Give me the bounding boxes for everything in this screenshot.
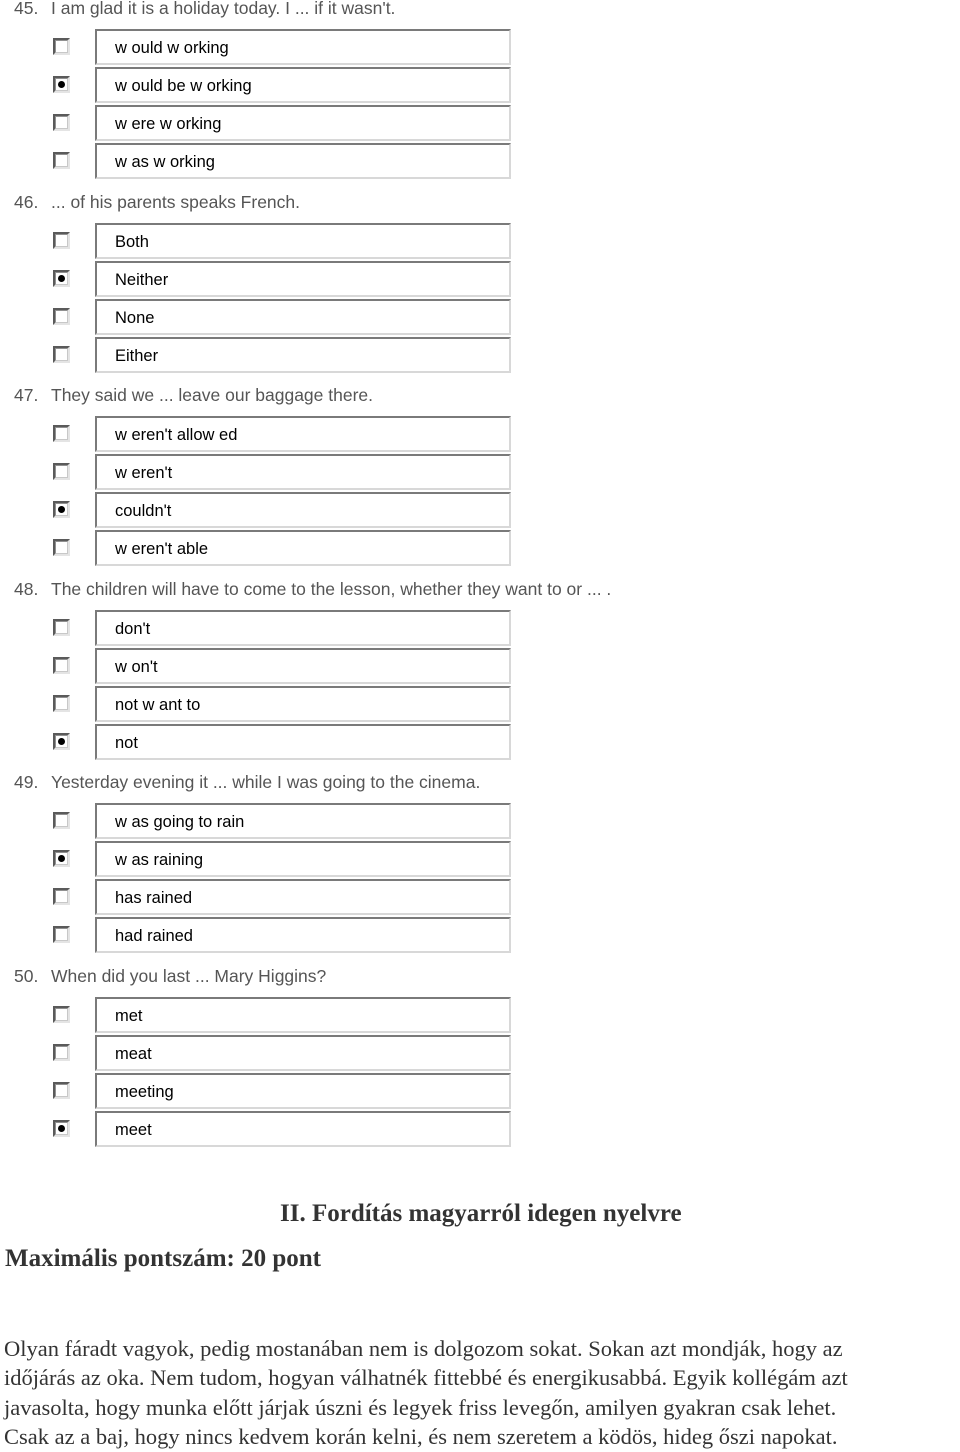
answer-option-label: don't — [115, 619, 151, 638]
radio-dot-icon — [58, 1125, 65, 1132]
answer-option[interactable] — [52, 686, 522, 724]
question-prompt: ... of his parents speaks French. — [51, 191, 301, 212]
question-text — [14, 0, 395, 18]
radio-button-selected[interactable] — [53, 1120, 70, 1137]
radio-button[interactable] — [53, 463, 70, 480]
answer-option[interactable] — [52, 416, 522, 454]
translation-line: Olyan fáradt vagyok, pedig mostanában nem is dolgozom sokat. Sokan azt mondják, hogy az — [4, 1336, 843, 1361]
question-text — [14, 385, 373, 405]
question-prompt: The children will have to come to the lesson, whether they want to or ... . — [51, 578, 612, 599]
radio-button[interactable] — [53, 695, 70, 712]
answer-option[interactable] — [52, 223, 522, 261]
answer-option-label: meat — [115, 1044, 152, 1063]
question-prompt: I am glad it is a holiday today. I ... if it wasn't. — [51, 0, 396, 18]
answer-option-box[interactable] — [95, 803, 511, 839]
radio-button[interactable] — [53, 346, 70, 363]
answer-option-box[interactable] — [95, 261, 511, 297]
answer-option-label: Either — [115, 346, 159, 365]
answer-option-label: Both — [115, 232, 149, 251]
answer-option-box[interactable] — [95, 724, 511, 760]
answer-option[interactable] — [52, 261, 522, 299]
answer-option-box[interactable] — [95, 492, 511, 528]
radio-button[interactable] — [53, 539, 70, 556]
question-text — [14, 772, 480, 792]
answer-option[interactable] — [52, 648, 522, 686]
answer-option-label: meeting — [115, 1082, 174, 1101]
radio-button[interactable] — [53, 619, 70, 636]
answer-option-box[interactable] — [95, 841, 511, 877]
radio-button[interactable] — [53, 1044, 70, 1061]
answer-option-label: w ould w orking — [115, 39, 229, 57]
answer-option-box[interactable] — [95, 1035, 511, 1071]
answer-option-label: w as raining — [115, 851, 204, 869]
radio-button-selected[interactable] — [53, 733, 70, 750]
radio-dot-icon — [58, 275, 65, 282]
question-number: 45. — [14, 0, 39, 18]
radio-button[interactable] — [53, 1006, 70, 1023]
answer-option[interactable] — [52, 530, 522, 568]
answer-option[interactable] — [52, 879, 522, 917]
answer-option-box[interactable] — [95, 299, 511, 335]
answer-option[interactable] — [52, 1073, 522, 1111]
answer-option-box[interactable] — [95, 530, 511, 566]
translation-line: időjárás az oka. Nem tudom, hogyan válhatnék fittebbé és energikusabbá. Egyik kollégám azt — [4, 1365, 848, 1391]
section-title: II. Fordítás magyarról idegen nyelvre — [280, 1200, 682, 1227]
translation-line: Csak az a baj, hogy nincs kedvem korán kelni, és nem szeretem a ködös, hideg őszi napokat. — [4, 1424, 838, 1450]
question-number: 49. — [14, 772, 39, 792]
question-text — [14, 966, 326, 986]
answer-option-label: w as going to rain — [115, 813, 245, 831]
answer-option[interactable] — [52, 492, 522, 530]
answer-option-label: w on't — [115, 657, 158, 676]
translation-line: javasolta, hogy munka előtt járjak úszni és legyek friss levegőn, amilyen gyakran csak lehet. — [4, 1394, 837, 1420]
answer-option-label: had rained — [115, 927, 193, 945]
answer-option[interactable] — [52, 299, 522, 337]
answer-option[interactable] — [52, 841, 522, 879]
radio-button[interactable] — [53, 38, 70, 55]
answer-option[interactable] — [52, 610, 522, 648]
question-text — [14, 579, 611, 599]
answer-option-box[interactable] — [95, 917, 511, 953]
radio-button-selected[interactable] — [53, 270, 70, 287]
answer-option-label: meet — [115, 1120, 152, 1139]
radio-button[interactable] — [53, 114, 70, 131]
answer-option-label: w eren't able — [115, 540, 209, 558]
answer-option[interactable] — [52, 67, 522, 105]
question-text — [14, 192, 300, 212]
answer-option-label: met — [115, 1006, 143, 1025]
answer-option[interactable] — [52, 724, 522, 762]
radio-dot-icon — [58, 81, 65, 88]
radio-button-selected[interactable] — [53, 501, 70, 518]
answer-option-box[interactable] — [95, 337, 511, 373]
answer-option[interactable] — [52, 454, 522, 492]
answer-option-box[interactable] — [95, 223, 511, 259]
answer-option-box[interactable] — [95, 1111, 511, 1147]
answer-option-label: not — [115, 733, 138, 752]
question-prompt: When did you last ... Mary Higgins? — [51, 965, 327, 986]
radio-button[interactable] — [53, 308, 70, 325]
translation-text — [4, 1334, 958, 1452]
answer-option-box[interactable] — [95, 686, 511, 722]
radio-dot-icon — [58, 506, 65, 513]
question-number: 48. — [14, 578, 39, 599]
answer-option-box[interactable] — [95, 416, 511, 452]
answer-option-label: has rained — [115, 889, 193, 907]
question-prompt: They said we ... leave our baggage there. — [51, 385, 374, 405]
radio-button[interactable] — [53, 926, 70, 943]
answer-option-box[interactable] — [95, 454, 511, 490]
answer-option[interactable] — [52, 29, 522, 67]
question-number: 46. — [14, 191, 39, 212]
answer-option-box[interactable] — [95, 1073, 511, 1109]
question-number: 47. — [14, 385, 39, 405]
answer-option[interactable] — [52, 1111, 522, 1149]
answer-option-label: w eren't — [115, 464, 173, 482]
answer-option-box[interactable] — [95, 997, 511, 1033]
radio-button[interactable] — [53, 812, 70, 829]
radio-dot-icon — [58, 855, 65, 862]
answer-option-box[interactable] — [95, 648, 511, 684]
answer-option-label: not w ant to — [115, 695, 201, 714]
radio-button-selected[interactable] — [53, 76, 70, 93]
radio-dot-icon — [58, 738, 65, 745]
radio-button[interactable] — [53, 232, 70, 249]
radio-button[interactable] — [53, 1082, 70, 1099]
answer-option-label: w as w orking — [115, 153, 215, 171]
answer-option[interactable] — [52, 1035, 522, 1073]
radio-button[interactable] — [53, 657, 70, 674]
question-number: 50. — [14, 965, 39, 986]
answer-option-label: w eren't allow ed — [115, 426, 238, 444]
max-points: Maximális pontszám: 20 pont — [5, 1245, 321, 1272]
question-prompt: Yesterday evening it ... while I was going to the cinema. — [51, 772, 481, 792]
answer-option-box[interactable] — [95, 67, 511, 103]
answer-option-label: w ould be w orking — [115, 77, 252, 95]
answer-option[interactable] — [52, 105, 522, 143]
answer-option[interactable] — [52, 997, 522, 1035]
answer-option-label: couldn't — [115, 502, 172, 520]
answer-option-label: Neither — [115, 270, 169, 289]
answer-option[interactable] — [52, 803, 522, 841]
radio-button[interactable] — [53, 152, 70, 169]
answer-option[interactable] — [52, 917, 522, 955]
answer-option-box[interactable] — [95, 879, 511, 915]
answer-option-box[interactable] — [95, 105, 511, 141]
answer-option-box[interactable] — [95, 610, 511, 646]
answer-option[interactable] — [52, 337, 522, 375]
radio-button-selected[interactable] — [53, 850, 70, 867]
radio-button[interactable] — [53, 888, 70, 905]
answer-option-box[interactable] — [95, 143, 511, 179]
answer-option-label: w ere w orking — [115, 115, 222, 133]
radio-button[interactable] — [53, 425, 70, 442]
answer-option-box[interactable] — [95, 29, 511, 65]
answer-option-label: None — [115, 308, 155, 327]
answer-option[interactable] — [52, 143, 522, 181]
